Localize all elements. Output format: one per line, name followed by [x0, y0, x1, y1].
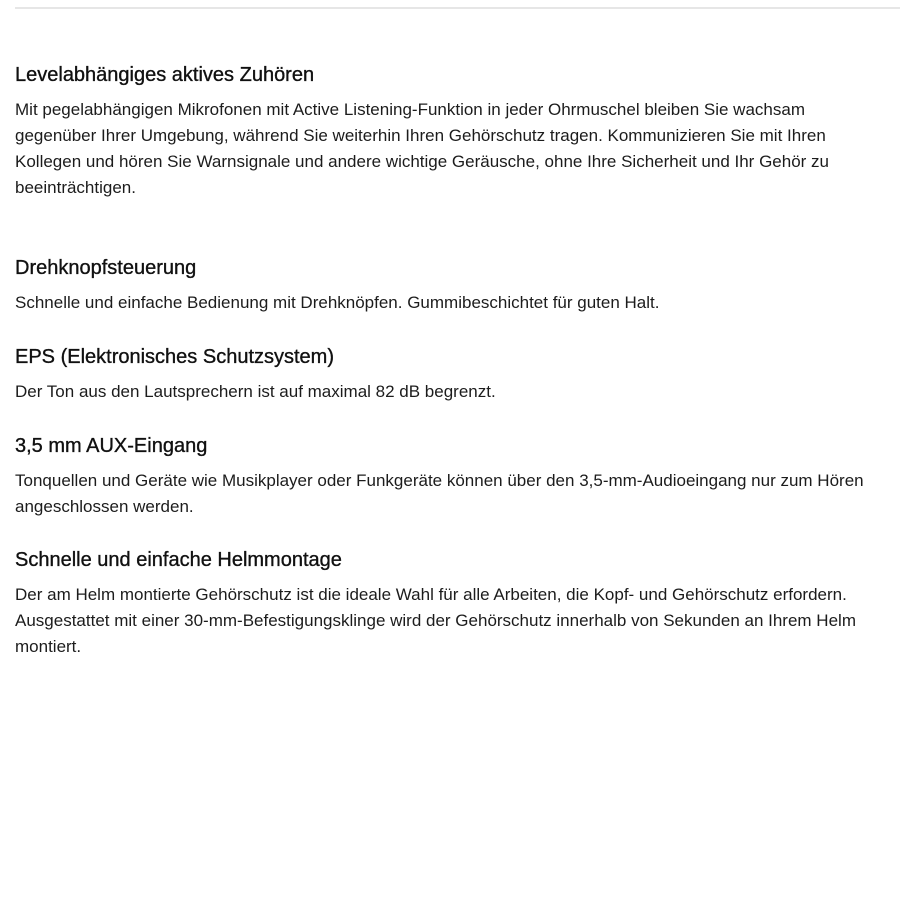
feature-description: Tonquellen und Geräte wie Musikplayer oder Funkgeräte können über den 3,5-mm-Audioeingang nur zum Hören angeschlossen werden.	[15, 471, 864, 516]
feature-level-dependent-listening	[15, 62, 887, 201]
feature-knob-control	[15, 255, 887, 316]
feature-title: Schnelle und einfache Helmmontage	[15, 549, 342, 571]
feature-description: Der am Helm montierte Gehörschutz ist die ideale Wahl für alle Arbeiten, die Kopf- und Gehörschutz erfordern. Ausgestattet mit einer 30-mm-Befestigungsklinge wird der Gehörschutz innerhalb von Sekunden an Ihrem Helm montiert.	[15, 585, 856, 656]
feature-title: 3,5 mm AUX-Eingang	[15, 435, 208, 457]
feature-helmet-mount	[15, 547, 887, 660]
feature-description: Schnelle und einfache Bedienung mit Drehknöpfen. Gummibeschichtet für guten Halt.	[15, 293, 660, 312]
feature-title: Levelabhängiges aktives Zuhören	[15, 64, 315, 86]
feature-title: Drehknopfsteuerung	[15, 257, 197, 279]
feature-title: EPS (Elektronisches Schutzsystem)	[15, 346, 334, 368]
feature-eps	[15, 344, 887, 405]
top-divider	[15, 7, 900, 9]
feature-aux-input	[15, 433, 887, 520]
feature-description: Mit pegelabhängigen Mikrofonen mit Active Listening-Funktion in jeder Ohrmuschel bleiben Sie wachsam gegenüber Ihrer Umgebung, während Sie weiterhin Ihren Gehörschutz tragen. Kommunizieren Sie mit Ihren Kollegen und hören Sie Warnsignale und andere wichtige Geräusche, ohne Ihre Sicherheit und Ihr Gehör zu beeinträchtigen.	[15, 100, 829, 197]
feature-description: Der Ton aus den Lautsprechern ist auf maximal 82 dB begrenzt.	[15, 382, 496, 401]
